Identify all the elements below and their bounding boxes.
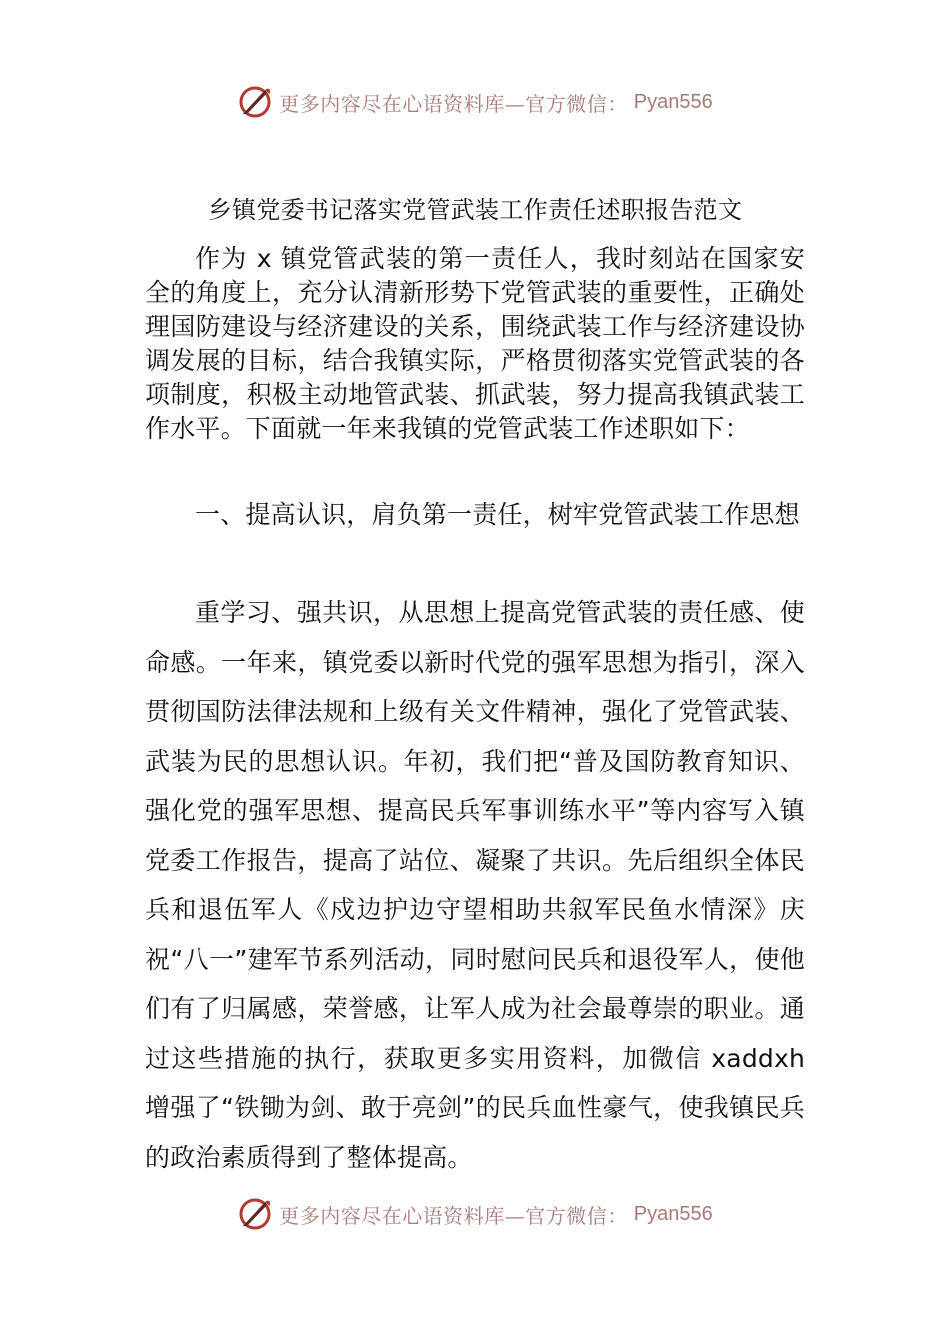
quill-logo-icon	[237, 84, 273, 120]
header-banner-text: 更多内容尽在心语资料库—官方微信：	[279, 91, 628, 116]
document-title: 乡镇党委书记落实党管武装工作责任述职报告范文	[207, 196, 743, 224]
quill-logo-icon	[237, 1196, 273, 1232]
footer-banner-wechat-id: Pyan556	[633, 1202, 713, 1225]
intro-paragraph: 作为 x 镇党管武装的第一责任人，我时刻站在国家安全的角度上，充分认清新形势下党管武装的重要性，正确处理国防建设与经济建设的关系，围绕武装工作与经济建设协调发展的目标，结合我镇实际，严格贯彻落实党管武装的各项制度，积极主动地管武装、抓武装，努力提高我镇武装工作水平。下面就一年来我镇的党管武装工作述职如下：	[145, 244, 805, 443]
body-paragraph: 重学习、强共识，从思想上提高党管武装的责任感、使命感。一年来，镇党委以新时代党的强军思想为指引，深入贯彻国防法律法规和上级有关文件精神，强化了党管武装、武装为民的思想认识。年初，我们把“普及国防教育知识、强化党的强军思想、提高民兵军事训练水平”等内容写入镇党委工作报告，提高了站位、凝聚了共识。先后组织全体民兵和退伍军人《戍边护边守望相助共叙军民鱼水情深》庆祝“八一”建军节系列活动，同时慰问民兵和退役军人，使他们有了归属感，荣誉感，让军人成为社会最尊崇的职业。通过这些措施的执行，获取更多实用资料，加微信 xaddxh 增强了“铁锄为剑、敢于亮剑”的民兵血性豪气，使我镇民兵的政治素质得到了整体提高。	[145, 598, 805, 1172]
footer-banner	[0, 1192, 950, 1236]
header-banner-wechat-id: Pyan556	[633, 90, 713, 113]
footer-banner-text: 更多内容尽在心语资料库—官方微信：	[279, 1203, 628, 1228]
section-heading: 一、提高认识，肩负第一责任，树牢党管武装工作思想	[195, 500, 800, 529]
header-banner	[0, 80, 950, 124]
